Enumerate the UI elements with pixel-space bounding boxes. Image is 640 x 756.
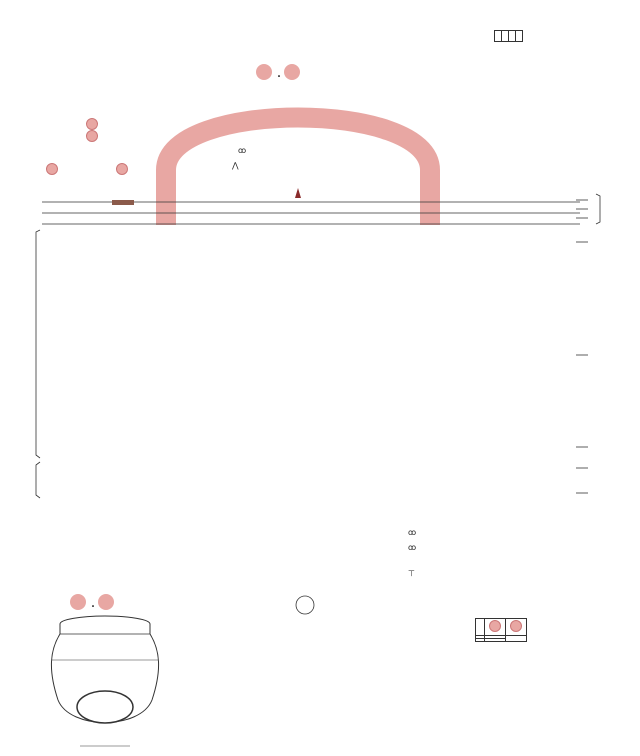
count-header-rows <box>502 31 509 42</box>
bottom-circle-chart <box>215 515 395 695</box>
schematic-badge-13 <box>70 594 86 610</box>
fpsc-combined-symbol-icon: ꝏ <box>408 543 417 552</box>
side-brackets <box>36 194 600 498</box>
center-ring <box>296 596 314 614</box>
schematic-badge-14 <box>98 594 114 610</box>
hdc-symbol-icon: ⊤ <box>408 569 415 578</box>
edge-band <box>42 202 580 224</box>
color-table-block <box>475 618 527 642</box>
bottom-legend <box>408 527 633 590</box>
legend-bottom-2 <box>408 542 633 564</box>
fpsc-symbol-icon: ꝏ <box>408 528 417 537</box>
handle-arch <box>166 118 430 226</box>
color-header-14 <box>510 620 522 632</box>
count-header-stitches <box>509 31 516 42</box>
row-arrows <box>576 200 588 493</box>
schematic-title: ・ <box>70 594 116 614</box>
legend-bottom-1 <box>408 527 633 538</box>
single-crochet-symbol-icon: ꝏ <box>238 146 247 155</box>
color-header-empty <box>476 619 485 636</box>
color-row-body-13 <box>485 639 506 642</box>
main-title: ・ <box>256 64 302 84</box>
decrease-symbol-icon: ⋀ <box>232 161 239 170</box>
legend-bottom-3 <box>408 568 633 590</box>
count-table <box>494 30 523 42</box>
count-header-change <box>516 31 523 42</box>
count-table-block <box>494 30 604 42</box>
attachment-piece <box>112 200 134 205</box>
color-row-14 <box>506 636 527 642</box>
color-table <box>475 618 527 642</box>
color-header-13 <box>489 620 501 632</box>
schematic-bottom <box>77 691 133 723</box>
start-marker-icon <box>295 188 301 198</box>
schematic-diagram <box>30 610 180 756</box>
color-row-body-label <box>476 639 485 642</box>
